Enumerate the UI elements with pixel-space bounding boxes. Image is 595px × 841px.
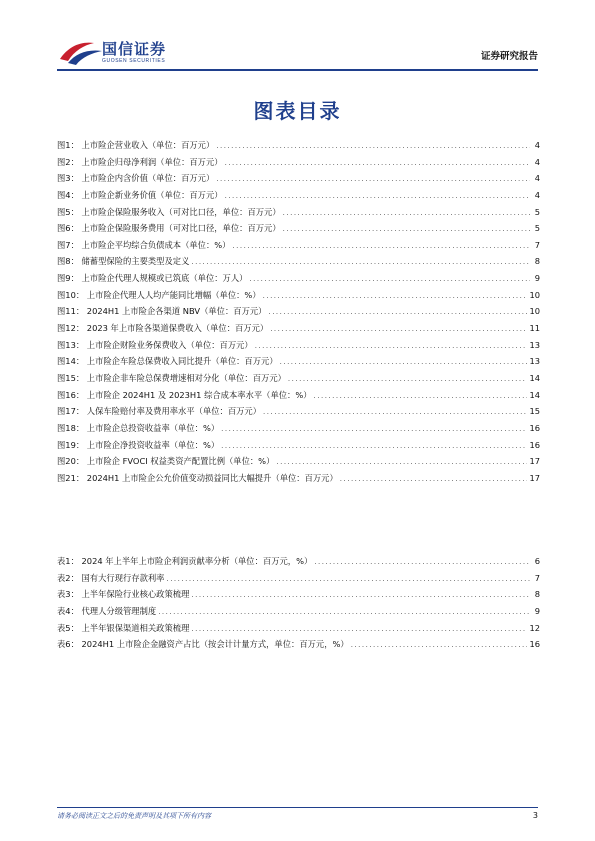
figure-entry-label: 图19： 上市险企净投资收益率（单位：%）: [57, 439, 220, 450]
figure-entry-label: 图6： 上市险企保险服务费用（可对比口径，单位：百万元）: [57, 223, 281, 234]
figure-entry[interactable]: [57, 355, 540, 372]
dot-leader: [255, 342, 528, 350]
figure-entry[interactable]: [57, 372, 540, 389]
figure-entry-label: 图11： 2024H1 上市险企各渠道 NBV（单位：百万元）: [57, 306, 267, 317]
dot-leader: [221, 425, 527, 433]
figure-entry-label: 图14： 上市险企车险总保费收入同比提升（单位：百万元）: [57, 356, 278, 367]
table-entry-page: 9: [534, 605, 540, 616]
dot-leader: [216, 142, 530, 150]
figure-entry[interactable]: [57, 439, 540, 456]
figure-entry-page: 13: [529, 339, 540, 350]
figure-entry-page: 8: [534, 256, 540, 267]
figure-entry-label: 图3： 上市险企内含价值（单位：百万元）: [57, 173, 215, 184]
figure-entry-page: 17: [529, 472, 540, 483]
table-entry[interactable]: [57, 638, 540, 655]
figure-entry-label: 图13： 上市险企财险业务保费收入（单位：百万元）: [57, 339, 253, 350]
figure-entry-label: 图2： 上市险企归母净利润（单位：百万元）: [57, 156, 223, 167]
figure-entry-label: 图16： 上市险企 2024H1 及 2023H1 综合成本率水平（单位：%）: [57, 389, 312, 400]
figure-entry[interactable]: [57, 156, 540, 173]
figure-entry-page: 14: [529, 389, 540, 400]
figure-entry[interactable]: [57, 389, 540, 406]
figure-entry-label: 图21： 2024H1 上市险企公允价值变动损益同比大幅提升（单位：百万元）: [57, 472, 338, 483]
dot-leader: [158, 608, 530, 616]
toc-title: 图表目录: [253, 99, 342, 123]
figure-entry[interactable]: [57, 222, 540, 239]
dot-leader: [314, 392, 528, 400]
figure-entry-label: 图9： 上市险企代理人规模或已筑底（单位：万人）: [57, 273, 248, 284]
table-entry-label: 表2： 国有大行现行存款利率: [57, 572, 165, 583]
figure-entry-label: 图20： 上市险企 FVOCI 权益类资产配置比例（单位：%）: [57, 456, 275, 467]
table-entry-label: 表3： 上半年保险行业核心政策梳理: [57, 589, 190, 600]
page-header: [0, 0, 595, 70]
figure-entry-page: 4: [534, 156, 540, 167]
table-entry[interactable]: [57, 622, 540, 639]
dot-leader: [263, 408, 527, 416]
figure-entry[interactable]: [57, 339, 540, 356]
dot-leader: [191, 625, 527, 633]
figure-entry[interactable]: [57, 289, 540, 306]
figure-entry-page: 14: [529, 372, 540, 383]
dot-leader: [225, 159, 530, 167]
figure-entry[interactable]: [57, 239, 540, 256]
dot-leader: [314, 558, 530, 566]
table-entry-label: 表5： 上半年银保渠道相关政策梳理: [57, 622, 190, 633]
figure-entry-page: 7: [534, 239, 540, 250]
table-entry[interactable]: [57, 555, 540, 572]
figure-entry-page: 15: [529, 406, 540, 417]
figure-entry[interactable]: [57, 206, 540, 223]
figure-entry[interactable]: [57, 422, 540, 439]
figure-entry[interactable]: [57, 472, 540, 489]
table-entry-label: 表4： 代理人分级管理制度: [57, 605, 157, 616]
figure-entry-page: 16: [529, 439, 540, 450]
figure-entry-page: 5: [534, 206, 540, 217]
figure-entry-page: 16: [529, 422, 540, 433]
brand-name-cn: 国信证券: [102, 40, 167, 58]
table-entry-page: 7: [534, 572, 540, 583]
dot-leader: [276, 458, 527, 466]
table-entry-page: 16: [529, 639, 540, 650]
dot-leader: [280, 358, 528, 366]
dot-leader: [249, 275, 530, 283]
table-entry-label: 表6： 2024H1 上市险企金融资产占比（按会计计量方式，单位：百万元，%）: [57, 639, 349, 650]
table-entry-label: 表1： 2024 年上半年上市险企利润贡献率分析（单位：百万元，%）: [57, 556, 313, 566]
figure-entry-label: 图18： 上市险企总投资收益率（单位：%）: [57, 422, 220, 433]
figure-entry-label: 图4： 上市险企新业务价值（单位：百万元）: [57, 189, 223, 200]
figure-entry-page: 13: [529, 356, 540, 367]
dot-leader: [166, 575, 530, 583]
dot-leader: [283, 209, 530, 217]
dot-leader: [191, 258, 530, 266]
dot-leader: [232, 242, 530, 250]
figure-entry[interactable]: [57, 172, 540, 189]
table-list: [57, 555, 540, 655]
figure-entry[interactable]: [57, 139, 540, 156]
figure-entry[interactable]: [57, 322, 540, 339]
figure-entry-page: 4: [534, 140, 540, 150]
dot-leader: [288, 375, 528, 383]
figure-entry-label: 图8： 储蓄型保险的主要类型及定义: [57, 256, 190, 267]
table-entry-page: 12: [529, 622, 540, 633]
figure-entry-label: 图5： 上市险企保险服务收入（可对比口径，单位：百万元）: [57, 206, 281, 217]
figure-entry[interactable]: [57, 405, 540, 422]
figure-entry-page: 4: [534, 189, 540, 200]
header-divider: [57, 69, 538, 71]
figure-entry-page: 4: [534, 173, 540, 184]
figure-entry-label: 图10： 上市险企代理人人均产能同比增幅（单位：%）: [57, 289, 261, 300]
figure-entry[interactable]: [57, 455, 540, 472]
report-type-label: 证券研究报告: [480, 51, 538, 62]
table-entry[interactable]: [57, 588, 540, 605]
figure-entry-label: 图1： 上市险企营业收入（单位：百万元）: [57, 140, 215, 150]
figure-entry[interactable]: [57, 272, 540, 289]
figure-entry[interactable]: [57, 255, 540, 272]
footer-disclaimer: 请务必阅读正文之后的免责声明及其项下所有内容: [57, 812, 211, 820]
figure-entry-page: 17: [529, 456, 540, 467]
dot-leader: [263, 292, 528, 300]
table-entry[interactable]: [57, 605, 540, 622]
dot-leader: [216, 175, 530, 183]
figure-list: [57, 139, 540, 488]
dot-leader: [340, 475, 528, 483]
dot-leader: [351, 641, 528, 649]
dot-leader: [191, 591, 530, 599]
figure-entry-label: 图7： 上市险企平均综合负债成本（单位：%）: [57, 239, 231, 250]
figure-entry[interactable]: [57, 189, 540, 206]
figure-entry-label: 图17： 人保车险赔付率及费用率水平（单位：百万元）: [57, 406, 262, 417]
figure-entry[interactable]: [57, 305, 540, 322]
figure-entry-page: 10: [529, 289, 540, 300]
table-entry-page: 6: [534, 556, 540, 566]
dot-leader: [225, 192, 530, 200]
figure-entry-page: 9: [534, 273, 540, 284]
figure-entry-page: 10: [529, 306, 540, 317]
page-number: 3: [532, 811, 538, 820]
brand-name-en: GUOSEN SECURITIES: [102, 58, 166, 64]
dot-leader: [268, 308, 527, 316]
table-entry-page: 8: [534, 589, 540, 600]
dot-leader: [283, 225, 530, 233]
figure-entry-page: 5: [534, 223, 540, 234]
dot-leader: [270, 325, 527, 333]
table-entry[interactable]: [57, 572, 540, 589]
dot-leader: [221, 442, 527, 450]
guosen-logo-icon: [58, 39, 104, 67]
footer-divider: [57, 807, 538, 808]
figure-entry-page: 11: [529, 323, 540, 334]
figure-entry-label: 图15： 上市险企非车险总保费增速相对分化（单位：百万元）: [57, 372, 286, 383]
figure-entry-label: 图12： 2023 年上市险各渠道保费收入（单位：百万元）: [57, 323, 269, 334]
